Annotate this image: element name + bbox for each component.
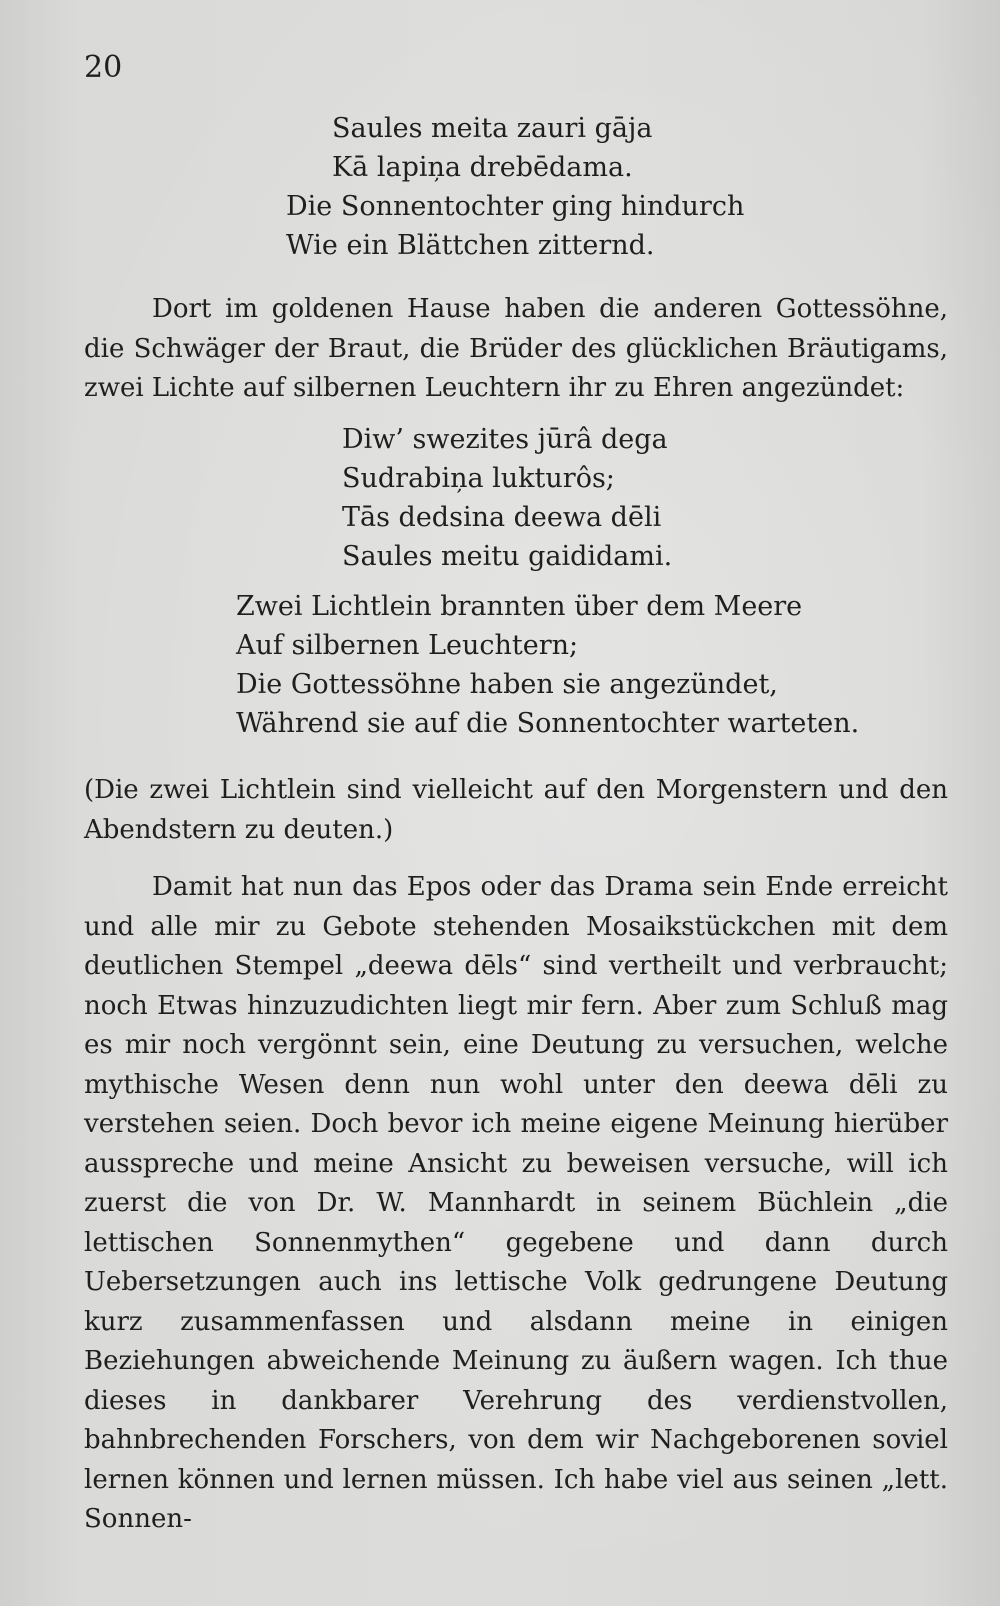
verse-line: Sudrabiņa lukturôs;	[342, 463, 615, 494]
verse-line: Tās dedsina deewa dēli	[342, 502, 662, 533]
verse-line: Diw’ swezites jūrâ dega	[342, 424, 668, 455]
german-verse-1	[286, 187, 744, 265]
verse-line: Saules meitu gaididami.	[342, 541, 673, 572]
verse-line: Saules meita zauri gāja	[332, 113, 653, 144]
verse-line: Auf silbernen Leuchtern;	[236, 630, 579, 661]
paragraph-golden-house: Dort im goldenen Hause haben die anderen Gottessöhne, die Schwäger der Braut, die Brüder des glücklichen Bräutigams, zwei Lichte auf silbernen Leuchtern ihr zu Ehren angezündet:	[84, 294, 948, 403]
paragraph-interpretation: Damit hat nun das Epos oder das Drama sein Ende erreicht und alle mir zu Gebote stehenden Mosaikstückchen mit dem deutlichen Stempel „deewa dēls“ sind vertheilt und verbraucht; noch Etwas hinzuzudichten liegt mir fern. Aber zum Schluß mag es mir noch vergönnt sein, eine Deutung zu versuchen, welche mythische Wesen denn nun wohl unter den deewa dēli zu verstehen seien. Doch bevor ich meine eigene Meinung hierüber ausspreche und meine Ansicht zu beweisen versuche, will ich zuerst die von Dr. W. Mannhardt in seinem Büchlein „die lettischen Sonnenmythen“ gegebene und dann durch Uebersetzungen auch ins lettische Volk gedrungene Deutung kurz zusammenfassen und alsdann meine in einigen Beziehungen abweichende Meinung zu äußern wagen. Ich thue dieses in dankbarer Verehrung des verdienstvollen, bahnbrechenden Forschers, von dem wir Nachgeborenen soviel lernen können und lernen müssen. Ich habe viel aus seinen „lett. Sonnen-	[84, 872, 948, 1534]
verse-line: Die Gottessöhne haben sie angezündet,	[236, 669, 778, 700]
paragraph-morning-star-note: (Die zwei Lichtlein sind vielleicht auf den Morgenstern und den Abendstern zu deuten.)	[84, 775, 948, 845]
german-verse-2	[236, 587, 859, 743]
verse-line: Wie ein Blättchen zitternd.	[286, 230, 655, 261]
verse-line: Die Sonnentochter ging hindurch	[286, 191, 745, 222]
latvian-verse-2	[342, 420, 672, 576]
verse-line: Zwei Lichtlein brannten über dem Meere	[236, 591, 803, 622]
latvian-verse-1	[332, 109, 652, 187]
verse-line: Kā lapiņa drebēdama.	[332, 152, 633, 183]
page-number: 20	[84, 50, 123, 85]
verse-line: Während sie auf die Sonnentochter warteten.	[236, 708, 860, 739]
